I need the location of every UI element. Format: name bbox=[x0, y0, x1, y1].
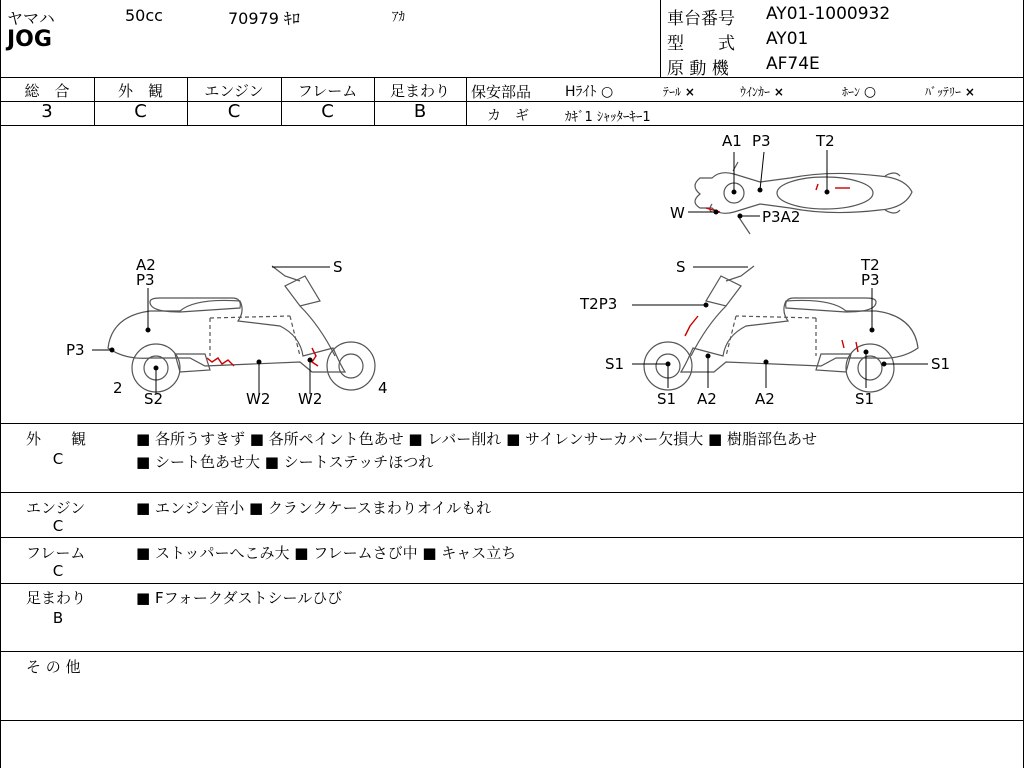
safety-horn-mark: ○ bbox=[863, 84, 877, 100]
comment-exterior-line-2: ■ シート色あせ大 ■ シートステッチほつれ bbox=[136, 453, 434, 471]
key-value: ｶｷﾞ1 ｼｬｯﾀｰｷｰ1 bbox=[565, 110, 651, 125]
displacement: 50cc bbox=[125, 6, 163, 25]
label-right-s1-front: S1 bbox=[657, 390, 677, 408]
safety-tail-mark: × bbox=[684, 85, 695, 99]
safety-title: 保安部品 bbox=[471, 83, 532, 101]
scooter-top-view bbox=[695, 162, 912, 234]
label-top-a1: A1 bbox=[722, 132, 742, 150]
divider-exterior bbox=[0, 492, 1024, 493]
divider-header bbox=[0, 77, 1024, 78]
model-name: JOG bbox=[7, 27, 52, 52]
comment-engine-grade: C bbox=[52, 517, 64, 535]
safety-horn-label: ﾎｰﾝ bbox=[842, 85, 861, 99]
maker: ヤマハ bbox=[7, 9, 55, 28]
divider-other bbox=[0, 720, 1024, 721]
grade-exterior-value: C bbox=[134, 101, 147, 122]
label-top-p3a2: P3A2 bbox=[762, 208, 801, 226]
grade-exterior-label: 外 観 bbox=[117, 82, 163, 100]
label-left-w2-b: W2 bbox=[298, 390, 323, 408]
grade-suspension-value: B bbox=[413, 101, 427, 122]
key-label: カ ギ bbox=[487, 108, 529, 124]
frame-no-label: 車台番号 bbox=[667, 9, 735, 29]
frame-no: AY01-1000932 bbox=[766, 4, 891, 24]
safety-headlight-mark: ○ bbox=[600, 84, 614, 100]
label-right-s1-left: S1 bbox=[605, 355, 625, 373]
divider-suspension bbox=[0, 651, 1024, 652]
safety-battery bbox=[925, 83, 975, 100]
safety-headlight-label: Hﾗｲﾄ bbox=[565, 84, 597, 100]
comment-suspension-category: 足まわり bbox=[26, 589, 87, 607]
safety-horn bbox=[842, 83, 876, 100]
header-divider bbox=[660, 0, 661, 77]
label-left-a2: A2 bbox=[136, 256, 156, 274]
grade-engine-label: エンジン bbox=[204, 82, 264, 100]
comment-other-category: そ の 他 bbox=[26, 658, 81, 676]
divider-engine bbox=[0, 537, 1024, 538]
comment-engine-category: エンジン bbox=[26, 499, 86, 517]
label-right-s1-rear: S1 bbox=[855, 390, 875, 408]
safety-tail bbox=[663, 83, 695, 100]
label-right-a2-b: A2 bbox=[755, 390, 775, 408]
label-left-p3-side: P3 bbox=[66, 341, 85, 359]
safety-winker-label: ｳｲﾝｶｰ bbox=[740, 85, 771, 99]
mileage: 70979 ｷﾛ bbox=[228, 9, 300, 28]
divider-frame bbox=[0, 583, 1024, 584]
engine-value: AF74E bbox=[766, 54, 820, 74]
engine-label: 原 動 機 bbox=[667, 59, 729, 79]
damage-marks bbox=[207, 184, 858, 366]
safety-battery-mark: × bbox=[964, 85, 975, 99]
label-top-t2: T2 bbox=[816, 132, 835, 150]
grade-frame-value: C bbox=[321, 101, 334, 122]
label-left-4: 4 bbox=[378, 379, 388, 397]
comment-engine-line-1: ■ エンジン音小 ■ クランクケースまわりオイルもれ bbox=[136, 499, 492, 517]
label-right-a2-a: A2 bbox=[697, 390, 717, 408]
safety-battery-label: ﾊﾞｯﾃﾘｰ bbox=[925, 85, 962, 99]
type-value: AY01 bbox=[766, 29, 809, 49]
comment-suspension-grade: B bbox=[52, 609, 64, 627]
grade-suspension-label: 足まわり bbox=[389, 82, 450, 100]
label-right-t2p3: T2P3 bbox=[580, 295, 618, 313]
comment-exterior-category: 外 観 bbox=[26, 430, 87, 448]
safety-tail-label: ﾃｰﾙ bbox=[663, 85, 682, 99]
condition-diagram bbox=[0, 126, 1024, 422]
comment-exterior-line-1: ■ 各所うすきず ■ 各所ペイント色あせ ■ レバー削れ ■ サイレンサーカバー欠損大 ■ 樹脂部色あせ bbox=[136, 430, 818, 448]
label-left-s2: S2 bbox=[144, 390, 164, 408]
comment-frame-grade: C bbox=[52, 562, 64, 580]
safety-winker-mark: × bbox=[773, 85, 784, 99]
label-top-p3: P3 bbox=[752, 132, 771, 150]
label-right-t2: T2 bbox=[861, 256, 880, 274]
label-left-w2-a: W2 bbox=[246, 390, 271, 408]
label-top-w: W bbox=[670, 204, 685, 222]
safety-winker bbox=[740, 83, 784, 100]
comment-frame-category: フレーム bbox=[26, 544, 86, 562]
label-left-s: S bbox=[333, 258, 343, 276]
label-right-s: S bbox=[676, 258, 686, 276]
type-label: 型 式 bbox=[667, 34, 735, 54]
comment-exterior-grade: C bbox=[52, 450, 64, 468]
grade-engine-value: C bbox=[227, 101, 241, 122]
color: ｱｶ bbox=[392, 10, 405, 25]
label-left-2: 2 bbox=[113, 379, 123, 397]
divider-diagram bbox=[0, 423, 1024, 424]
grade-overall-value: 3 bbox=[41, 101, 53, 122]
safety-mid-line bbox=[466, 101, 1024, 102]
comment-frame-line-1: ■ ストッパーへこみ大 ■ フレームさび中 ■ キャス立ち bbox=[136, 544, 517, 562]
comment-suspension-line-1: ■ Fフォークダストシールひび bbox=[136, 589, 343, 607]
label-right-s1-right: S1 bbox=[931, 355, 951, 373]
safety-headlight bbox=[565, 81, 613, 101]
label-left-p3-top: P3 bbox=[136, 271, 155, 289]
label-right-p3: P3 bbox=[861, 271, 880, 289]
leader-lines bbox=[92, 150, 928, 394]
grade-overall-label: 総 合 bbox=[24, 82, 70, 100]
grade-frame-label: フレーム bbox=[297, 82, 358, 100]
